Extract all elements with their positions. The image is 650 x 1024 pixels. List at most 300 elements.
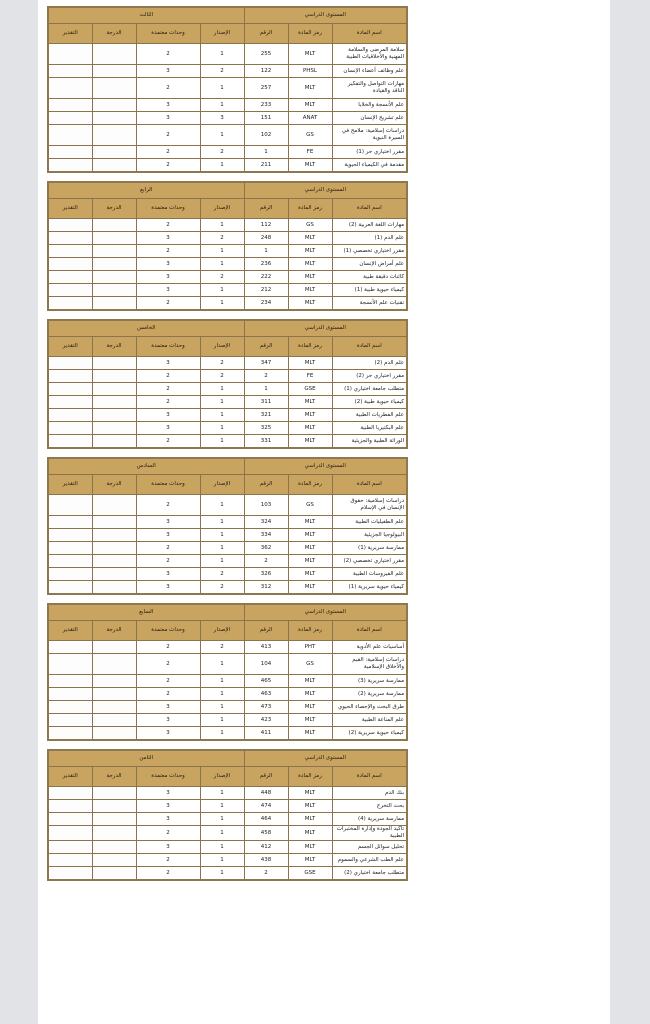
issue-cell: 1 xyxy=(200,787,244,800)
issue-cell: 2 xyxy=(200,271,244,284)
level-name: السادس xyxy=(48,458,244,475)
credits-cell: 3 xyxy=(136,232,200,245)
table-row xyxy=(48,219,407,232)
grade-cell xyxy=(92,714,136,727)
header-grade: الدرجة xyxy=(92,621,136,641)
header-course-name: اسم المادة xyxy=(332,337,407,357)
code-cell: MLT xyxy=(288,422,332,435)
credits-cell: 3 xyxy=(136,357,200,370)
code-cell: ANAT xyxy=(288,112,332,125)
grade-cell xyxy=(92,787,136,800)
course-name-cell: مهارات التواصل والتفكير الناقد والقيادة xyxy=(332,78,407,99)
course-name-cell: ممارسة سريرية (3) xyxy=(332,675,407,688)
credits-cell: 2 xyxy=(136,219,200,232)
course-name-cell: علم البكتيريا الطبية xyxy=(332,422,407,435)
header-appreciation: التقدير xyxy=(48,337,92,357)
number-cell: 448 xyxy=(244,787,288,800)
credits-cell: 2 xyxy=(136,370,200,383)
grade-cell xyxy=(92,516,136,529)
appreciation-cell xyxy=(48,800,92,813)
credits-cell: 3 xyxy=(136,813,200,826)
credits-cell: 2 xyxy=(136,396,200,409)
credits-cell: 3 xyxy=(136,422,200,435)
level-table xyxy=(47,603,408,741)
code-cell: MLT xyxy=(288,78,332,99)
table-row xyxy=(48,701,407,714)
grade-cell xyxy=(92,813,136,826)
appreciation-cell xyxy=(48,99,92,112)
grade-cell xyxy=(92,409,136,422)
table-row xyxy=(48,370,407,383)
header-course-code: رمز المادة xyxy=(288,767,332,787)
appreciation-cell xyxy=(48,357,92,370)
number-cell: 465 xyxy=(244,675,288,688)
code-cell: MLT xyxy=(288,555,332,568)
grade-cell xyxy=(92,641,136,654)
level-name: الثامن xyxy=(48,750,244,767)
grade-cell xyxy=(92,542,136,555)
credits-cell: 2 xyxy=(136,654,200,675)
credits-cell: 2 xyxy=(136,245,200,258)
code-cell: FE xyxy=(288,146,332,159)
table-row xyxy=(48,245,407,258)
number-cell: 255 xyxy=(244,44,288,65)
course-name-cell: علم الطب الشرعي والسموم xyxy=(332,854,407,867)
table-row xyxy=(48,854,407,867)
appreciation-cell xyxy=(48,495,92,516)
issue-cell: 1 xyxy=(200,555,244,568)
number-cell: 1 xyxy=(244,383,288,396)
appreciation-cell xyxy=(48,383,92,396)
table-row xyxy=(48,65,407,78)
header-appreciation: التقدير xyxy=(48,199,92,219)
credits-cell: 2 xyxy=(136,78,200,99)
header-appreciation: التقدير xyxy=(48,767,92,787)
course-name-cell: مقدمة في الكيمياء الحيوية xyxy=(332,159,407,173)
course-name-cell: أساسيات علم الأدوية xyxy=(332,641,407,654)
table-row xyxy=(48,383,407,396)
credits-cell: 3 xyxy=(136,409,200,422)
issue-cell: 1 xyxy=(200,813,244,826)
number-cell: 321 xyxy=(244,409,288,422)
appreciation-cell xyxy=(48,409,92,422)
issue-cell: 3 xyxy=(200,112,244,125)
number-cell: 326 xyxy=(244,568,288,581)
credits-cell: 3 xyxy=(136,258,200,271)
credits-cell: 2 xyxy=(136,159,200,173)
appreciation-cell xyxy=(48,701,92,714)
issue-cell: 1 xyxy=(200,125,244,146)
course-name-cell: كائنات دقيقة طبية xyxy=(332,271,407,284)
grade-cell xyxy=(92,78,136,99)
header-course-code: رمز المادة xyxy=(288,337,332,357)
header-course-name: اسم المادة xyxy=(332,24,407,44)
course-name-cell: تأكيد الجودة وإدارة المختبرات الطبية xyxy=(332,826,407,841)
appreciation-cell xyxy=(48,529,92,542)
appreciation-cell xyxy=(48,245,92,258)
course-name-cell: علم تشريح الإنسان xyxy=(332,112,407,125)
level-name: السابع xyxy=(48,604,244,621)
credits-cell: 3 xyxy=(136,112,200,125)
issue-cell: 1 xyxy=(200,542,244,555)
code-cell: MLT xyxy=(288,258,332,271)
appreciation-cell xyxy=(48,568,92,581)
grade-cell xyxy=(92,284,136,297)
table-row xyxy=(48,44,407,65)
number-cell: 103 xyxy=(244,495,288,516)
grade-cell xyxy=(92,529,136,542)
number-cell: 112 xyxy=(244,219,288,232)
issue-cell: 1 xyxy=(200,396,244,409)
level-name: الثالث xyxy=(48,7,244,24)
level-title: المستوى الدراسي xyxy=(244,458,407,475)
code-cell: MLT xyxy=(288,159,332,173)
number-cell: 233 xyxy=(244,99,288,112)
code-cell: MLT xyxy=(288,813,332,826)
level-title: المستوى الدراسي xyxy=(244,750,407,767)
credits-cell: 2 xyxy=(136,146,200,159)
appreciation-cell xyxy=(48,232,92,245)
number-cell: 236 xyxy=(244,258,288,271)
issue-cell: 1 xyxy=(200,529,244,542)
code-cell: PHSL xyxy=(288,65,332,78)
code-cell: MLT xyxy=(288,841,332,854)
header-issue: الإصدار xyxy=(200,337,244,357)
issue-cell: 2 xyxy=(200,65,244,78)
issue-cell: 1 xyxy=(200,727,244,741)
code-cell: MLT xyxy=(288,99,332,112)
header-grade: الدرجة xyxy=(92,475,136,495)
course-name-cell: علم المناعة الطبية xyxy=(332,714,407,727)
credits-cell: 2 xyxy=(136,867,200,881)
appreciation-cell xyxy=(48,65,92,78)
code-cell: MLT xyxy=(288,542,332,555)
header-issue: الإصدار xyxy=(200,475,244,495)
header-appreciation: التقدير xyxy=(48,621,92,641)
grade-cell xyxy=(92,495,136,516)
number-cell: 151 xyxy=(244,112,288,125)
header-course-code: رمز المادة xyxy=(288,475,332,495)
course-name-cell: ممارسة سريرية (1) xyxy=(332,542,407,555)
header-credit-hours: وحدات معتمدة xyxy=(136,475,200,495)
number-cell: 362 xyxy=(244,542,288,555)
code-cell: MLT xyxy=(288,44,332,65)
number-cell: 257 xyxy=(244,78,288,99)
header-course-code: رمز المادة xyxy=(288,24,332,44)
issue-cell: 1 xyxy=(200,654,244,675)
course-name-cell: دراسات إسلامية: القيم والأخلاق الإسلامية xyxy=(332,654,407,675)
table-row xyxy=(48,555,407,568)
course-name-cell: علم الأنسجة والخلايا xyxy=(332,99,407,112)
issue-cell: 1 xyxy=(200,714,244,727)
issue-cell: 1 xyxy=(200,826,244,841)
issue-cell: 1 xyxy=(200,422,244,435)
number-cell: 473 xyxy=(244,701,288,714)
appreciation-cell xyxy=(48,284,92,297)
grade-cell xyxy=(92,219,136,232)
appreciation-cell xyxy=(48,146,92,159)
issue-cell: 1 xyxy=(200,245,244,258)
grade-cell xyxy=(92,258,136,271)
appreciation-cell xyxy=(48,297,92,311)
grade-cell xyxy=(92,555,136,568)
code-cell: MLT xyxy=(288,701,332,714)
table-row xyxy=(48,159,407,173)
course-name-cell: علم وظائف أعضاء الإنسان xyxy=(332,65,407,78)
level-title: المستوى الدراسي xyxy=(244,7,407,24)
credits-cell: 3 xyxy=(136,800,200,813)
table-row xyxy=(48,125,407,146)
study-plan-tables xyxy=(47,6,406,889)
header-credit-hours: وحدات معتمدة xyxy=(136,767,200,787)
grade-cell xyxy=(92,245,136,258)
appreciation-cell xyxy=(48,675,92,688)
number-cell: 474 xyxy=(244,800,288,813)
grade-cell xyxy=(92,297,136,311)
table-row xyxy=(48,727,407,741)
table-row xyxy=(48,99,407,112)
course-name-cell: علم الطفيليات الطبية xyxy=(332,516,407,529)
code-cell: MLT xyxy=(288,581,332,595)
issue-cell: 1 xyxy=(200,44,244,65)
header-number: الرقم xyxy=(244,767,288,787)
grade-cell xyxy=(92,581,136,595)
header-credit-hours: وحدات معتمدة xyxy=(136,24,200,44)
level-table xyxy=(47,319,408,449)
issue-cell: 2 xyxy=(200,232,244,245)
course-name-cell: ممارسة سريرية (2) xyxy=(332,688,407,701)
header-issue: الإصدار xyxy=(200,24,244,44)
table-row xyxy=(48,396,407,409)
grade-cell xyxy=(92,826,136,841)
appreciation-cell xyxy=(48,159,92,173)
course-name-cell: ممارسة سريرية (4) xyxy=(332,813,407,826)
credits-cell: 2 xyxy=(136,675,200,688)
course-name-cell: متطلب جامعة اختياري (1) xyxy=(332,383,407,396)
appreciation-cell xyxy=(48,654,92,675)
course-name-cell: متطلب جامعة اختياري (2) xyxy=(332,867,407,881)
grade-cell xyxy=(92,435,136,449)
appreciation-cell xyxy=(48,125,92,146)
table-row xyxy=(48,688,407,701)
table-row xyxy=(48,654,407,675)
number-cell: 311 xyxy=(244,396,288,409)
number-cell: 1 xyxy=(244,245,288,258)
code-cell: MLT xyxy=(288,357,332,370)
table-row xyxy=(48,841,407,854)
level-title: المستوى الدراسي xyxy=(244,604,407,621)
table-row xyxy=(48,409,407,422)
credits-cell: 3 xyxy=(136,99,200,112)
grade-cell xyxy=(92,112,136,125)
course-name-cell: كيمياء حيوية سريرية (2) xyxy=(332,727,407,741)
course-name-cell: علم الفطريات الطبية xyxy=(332,409,407,422)
grade-cell xyxy=(92,146,136,159)
issue-cell: 1 xyxy=(200,409,244,422)
number-cell: 2 xyxy=(244,555,288,568)
issue-cell: 1 xyxy=(200,800,244,813)
header-credit-hours: وحدات معتمدة xyxy=(136,337,200,357)
code-cell: MLT xyxy=(288,232,332,245)
grade-cell xyxy=(92,271,136,284)
code-cell: MLT xyxy=(288,516,332,529)
appreciation-cell xyxy=(48,44,92,65)
grade-cell xyxy=(92,867,136,881)
grade-cell xyxy=(92,65,136,78)
appreciation-cell xyxy=(48,370,92,383)
credits-cell: 3 xyxy=(136,529,200,542)
code-cell: MLT xyxy=(288,800,332,813)
level-title: المستوى الدراسي xyxy=(244,182,407,199)
credits-cell: 2 xyxy=(136,495,200,516)
grade-cell xyxy=(92,383,136,396)
grade-cell xyxy=(92,800,136,813)
header-course-name: اسم المادة xyxy=(332,621,407,641)
header-number: الرقم xyxy=(244,199,288,219)
grade-cell xyxy=(92,568,136,581)
number-cell: 2 xyxy=(244,867,288,881)
code-cell: MLT xyxy=(288,529,332,542)
header-issue: الإصدار xyxy=(200,767,244,787)
code-cell: MLT xyxy=(288,284,332,297)
code-cell: PHT xyxy=(288,641,332,654)
table-row xyxy=(48,297,407,311)
number-cell: 464 xyxy=(244,813,288,826)
issue-cell: 1 xyxy=(200,435,244,449)
credits-cell: 3 xyxy=(136,701,200,714)
table-row xyxy=(48,271,407,284)
grade-cell xyxy=(92,232,136,245)
number-cell: 411 xyxy=(244,727,288,741)
code-cell: MLT xyxy=(288,396,332,409)
credits-cell: 3 xyxy=(136,516,200,529)
course-name-cell: دراسات إسلامية: ملامح في السيرة النبوية xyxy=(332,125,407,146)
header-course-name: اسم المادة xyxy=(332,475,407,495)
credits-cell: 2 xyxy=(136,435,200,449)
appreciation-cell xyxy=(48,219,92,232)
header-issue: الإصدار xyxy=(200,199,244,219)
number-cell: 334 xyxy=(244,529,288,542)
appreciation-cell xyxy=(48,516,92,529)
course-name-cell: البيولوجيا الجزيئية xyxy=(332,529,407,542)
grade-cell xyxy=(92,422,136,435)
code-cell: MLT xyxy=(288,568,332,581)
grade-cell xyxy=(92,841,136,854)
header-grade: الدرجة xyxy=(92,199,136,219)
header-course-code: رمز المادة xyxy=(288,199,332,219)
table-row xyxy=(48,542,407,555)
table-row xyxy=(48,516,407,529)
credits-cell: 2 xyxy=(136,125,200,146)
grade-cell xyxy=(92,727,136,741)
credits-cell: 3 xyxy=(136,787,200,800)
course-name-cell: مقرر اختياري تخصصي (1) xyxy=(332,245,407,258)
issue-cell: 1 xyxy=(200,78,244,99)
code-cell: MLT xyxy=(288,271,332,284)
number-cell: 331 xyxy=(244,435,288,449)
code-cell: MLT xyxy=(288,297,332,311)
issue-cell: 2 xyxy=(200,357,244,370)
number-cell: 2 xyxy=(244,370,288,383)
grade-cell xyxy=(92,99,136,112)
credits-cell: 3 xyxy=(136,841,200,854)
code-cell: GS xyxy=(288,654,332,675)
appreciation-cell xyxy=(48,826,92,841)
credits-cell: 3 xyxy=(136,714,200,727)
level-name: الخامس xyxy=(48,320,244,337)
appreciation-cell xyxy=(48,727,92,741)
table-row xyxy=(48,581,407,595)
table-row xyxy=(48,800,407,813)
code-cell: GS xyxy=(288,125,332,146)
appreciation-cell xyxy=(48,714,92,727)
grade-cell xyxy=(92,44,136,65)
issue-cell: 2 xyxy=(200,146,244,159)
credits-cell: 2 xyxy=(136,641,200,654)
table-row xyxy=(48,867,407,881)
code-cell: MLT xyxy=(288,854,332,867)
appreciation-cell xyxy=(48,271,92,284)
course-name-cell: مقرر اختياري حر (2) xyxy=(332,370,407,383)
code-cell: GSE xyxy=(288,383,332,396)
level-table xyxy=(47,6,408,173)
appreciation-cell xyxy=(48,435,92,449)
level-table xyxy=(47,457,408,595)
level-title: المستوى الدراسي xyxy=(244,320,407,337)
course-name-cell: بنك الدم xyxy=(332,787,407,800)
course-name-cell: مقرر اختياري تخصصي (2) xyxy=(332,555,407,568)
issue-cell: 1 xyxy=(200,99,244,112)
header-appreciation: التقدير xyxy=(48,24,92,44)
number-cell: 458 xyxy=(244,826,288,841)
appreciation-cell xyxy=(48,787,92,800)
credits-cell: 2 xyxy=(136,297,200,311)
table-row xyxy=(48,826,407,841)
issue-cell: 1 xyxy=(200,159,244,173)
credits-cell: 3 xyxy=(136,271,200,284)
issue-cell: 1 xyxy=(200,701,244,714)
credits-cell: 2 xyxy=(136,542,200,555)
code-cell: MLT xyxy=(288,245,332,258)
code-cell: MLT xyxy=(288,787,332,800)
code-cell: GSE xyxy=(288,867,332,881)
issue-cell: 1 xyxy=(200,258,244,271)
course-name-cell: علم الدم (2) xyxy=(332,357,407,370)
table-row xyxy=(48,813,407,826)
course-name-cell: سلامة المرضى والسلامة المهنية والأخلاقيات الطبية xyxy=(332,44,407,65)
issue-cell: 1 xyxy=(200,284,244,297)
issue-cell: 1 xyxy=(200,495,244,516)
table-row xyxy=(48,357,407,370)
table-row xyxy=(48,232,407,245)
credits-cell: 2 xyxy=(136,688,200,701)
number-cell: 347 xyxy=(244,357,288,370)
course-name-cell: علم أمراض الإنسان xyxy=(332,258,407,271)
issue-cell: 1 xyxy=(200,841,244,854)
table-row xyxy=(48,78,407,99)
code-cell: GS xyxy=(288,219,332,232)
table-row xyxy=(48,641,407,654)
grade-cell xyxy=(92,654,136,675)
appreciation-cell xyxy=(48,112,92,125)
issue-cell: 2 xyxy=(200,370,244,383)
code-cell: MLT xyxy=(288,688,332,701)
credits-cell: 3 xyxy=(136,65,200,78)
course-name-cell: كيمياء حيوية طبية (2) xyxy=(332,396,407,409)
level-table xyxy=(47,749,408,881)
appreciation-cell xyxy=(48,641,92,654)
table-row xyxy=(48,422,407,435)
